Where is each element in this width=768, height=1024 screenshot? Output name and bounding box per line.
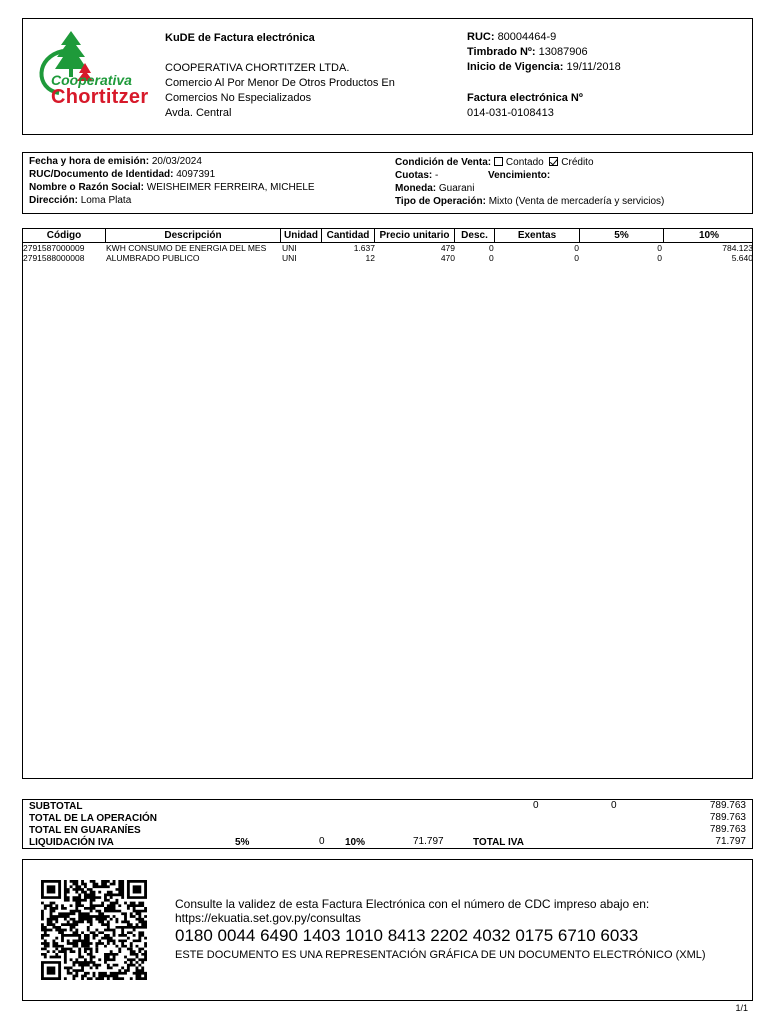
total-iva-value: 71.797	[715, 836, 746, 847]
cell-desc: 0	[489, 243, 494, 253]
col-codigo: Código	[23, 229, 106, 242]
cuotas-label: Cuotas:	[395, 170, 433, 181]
consult-url: https://ekuatia.set.gov.py/consultas	[175, 911, 361, 925]
credito-label: Crédito	[561, 157, 594, 168]
fecha-label: Fecha y hora de emisión:	[29, 156, 150, 167]
cell-cantidad: 12	[365, 253, 375, 263]
tipo-value: Mixto (Venta de mercadería y servicios)	[488, 196, 665, 207]
iva10-value: 71.797	[413, 836, 444, 847]
col-10: 10%	[698, 230, 719, 241]
col-precio: Precio unitario	[375, 229, 455, 242]
brand-small: Cooperativa	[51, 72, 132, 88]
cell-exentas: 0	[574, 253, 579, 263]
iva10-label: 10%	[345, 837, 366, 848]
contado-label: Contado	[505, 157, 544, 168]
direccion-line	[29, 194, 131, 207]
vigencia-label: Inicio de Vigencia:	[467, 61, 564, 73]
moneda-label: Moneda:	[395, 183, 437, 194]
operacion-value: 789.763	[709, 812, 746, 823]
table-row	[23, 243, 752, 253]
cell-unidad: UNI	[282, 253, 297, 263]
nombre-value: WEISHEIMER FERREIRA, MICHELE	[146, 182, 315, 193]
cell-descripcion: ALUMBRADO PUBLICO	[106, 253, 200, 263]
factura-label: Factura electrónica Nº	[467, 92, 583, 104]
subtotal-5: 0	[611, 800, 617, 811]
cell-10: 784.123	[722, 243, 753, 253]
qr-code	[41, 880, 147, 980]
company-address: Avda. Central	[165, 107, 232, 119]
condicion-line	[395, 156, 594, 169]
cell-descripcion: KWH CONSUMO DE ENERGIA DEL MES	[106, 243, 267, 253]
moneda-value: Guarani	[438, 183, 475, 194]
cdc-number: 0180 0044 6490 1403 1010 8413 2202 4032 0175 6710 6033	[175, 926, 639, 945]
cdc-footer	[22, 859, 753, 1001]
timbrado-line	[467, 45, 588, 60]
cell-exentas: 0	[574, 243, 579, 253]
col-desc: Desc.	[455, 229, 495, 242]
company-name: COOPERATIVA CHORTITZER LTDA.	[165, 62, 350, 74]
ruc-line	[467, 30, 556, 45]
items-table	[22, 228, 753, 779]
ruc-value: 80004464-9	[497, 31, 557, 43]
consult-text: Consulte la validez de esta Factura Electrónica con el número de CDC impreso abajo en:	[175, 897, 650, 911]
moneda-line	[395, 182, 474, 195]
ruc-client-value: 4097391	[176, 169, 216, 180]
guaranies-label: TOTAL EN GUARANÍES	[29, 825, 141, 836]
company-activity-2: Comercios No Especializados	[165, 92, 312, 104]
operacion-label: TOTAL DE LA OPERACIÓN	[29, 813, 157, 824]
iva5-value: 0	[319, 836, 325, 847]
col-unidad: Unidad	[281, 229, 322, 242]
timbrado-label: Timbrado Nº:	[467, 46, 536, 58]
subtotal-label: SUBTOTAL	[29, 801, 83, 812]
cell-5: 0	[657, 253, 662, 263]
brand-big: Chortitzer	[51, 86, 149, 108]
doc-title: KuDE de Factura electrónica	[165, 32, 315, 44]
factura-number: 014-031-0108413	[467, 107, 554, 119]
fecha-value: 20/03/2024	[151, 156, 202, 167]
col-5: 5%	[580, 229, 664, 242]
company-activity-1: Comercio Al Por Menor De Otros Productos En	[165, 77, 395, 89]
client-info	[22, 152, 753, 214]
ruc-client-line	[29, 168, 215, 181]
direccion-label: Dirección:	[29, 195, 78, 206]
items-header-row	[23, 229, 752, 243]
vigencia-line	[467, 60, 621, 75]
col-cantidad: Cantidad	[322, 229, 375, 242]
fecha-line	[29, 155, 202, 168]
qr-code-icon	[41, 880, 147, 980]
cell-10: 5.640	[731, 253, 753, 263]
subtotal-exentas: 0	[533, 800, 539, 811]
credito-checkbox	[549, 157, 558, 166]
tipo-label: Tipo de Operación:	[395, 196, 486, 207]
cell-desc: 0	[489, 253, 494, 263]
tipo-line	[395, 195, 664, 208]
guaranies-value: 789.763	[709, 824, 746, 835]
condicion-label: Condición de Venta:	[395, 157, 492, 168]
timbrado-value: 13087906	[538, 46, 588, 58]
company-logo	[29, 27, 157, 119]
cell-codigo: 2791587000009	[23, 243, 85, 253]
cell-unidad: UNI	[282, 243, 297, 253]
table-row	[23, 253, 752, 263]
direccion-value: Loma Plata	[80, 195, 132, 206]
cell-precio: 479	[440, 243, 455, 253]
contado-checkbox	[494, 157, 503, 166]
iva-label: LIQUIDACIÓN IVA	[29, 837, 114, 848]
ruc-label: RUC:	[467, 31, 495, 43]
col-exentas: Exentas	[495, 229, 580, 242]
subtotal-10: 789.763	[709, 800, 746, 811]
nombre-line	[29, 181, 315, 194]
vigencia-value: 19/11/2018	[566, 61, 621, 73]
page-number: 1/1	[735, 1003, 748, 1013]
invoice-header	[22, 18, 753, 135]
disclaimer: ESTE DOCUMENTO ES UNA REPRESENTACIÓN GRÁFICA DE UN DOCUMENTO ELECTRÓNICO (XML)	[175, 949, 706, 961]
totals-box	[22, 799, 753, 849]
cuotas-line	[395, 169, 438, 182]
iva5-label: 5%	[235, 837, 250, 848]
cell-cantidad: 1.637	[353, 243, 375, 253]
nombre-label: Nombre o Razón Social:	[29, 182, 145, 193]
cuotas-value: -	[435, 170, 439, 181]
ruc-client-label: RUC/Documento de Identidad:	[29, 169, 174, 180]
total-iva-label: TOTAL IVA	[473, 837, 524, 848]
cell-codigo: 2791588000008	[23, 253, 85, 263]
cell-precio: 470	[440, 253, 455, 263]
col-descripcion: Descripción	[106, 229, 281, 242]
cell-5: 0	[657, 243, 662, 253]
vencimiento-label: Vencimiento:	[488, 170, 551, 181]
